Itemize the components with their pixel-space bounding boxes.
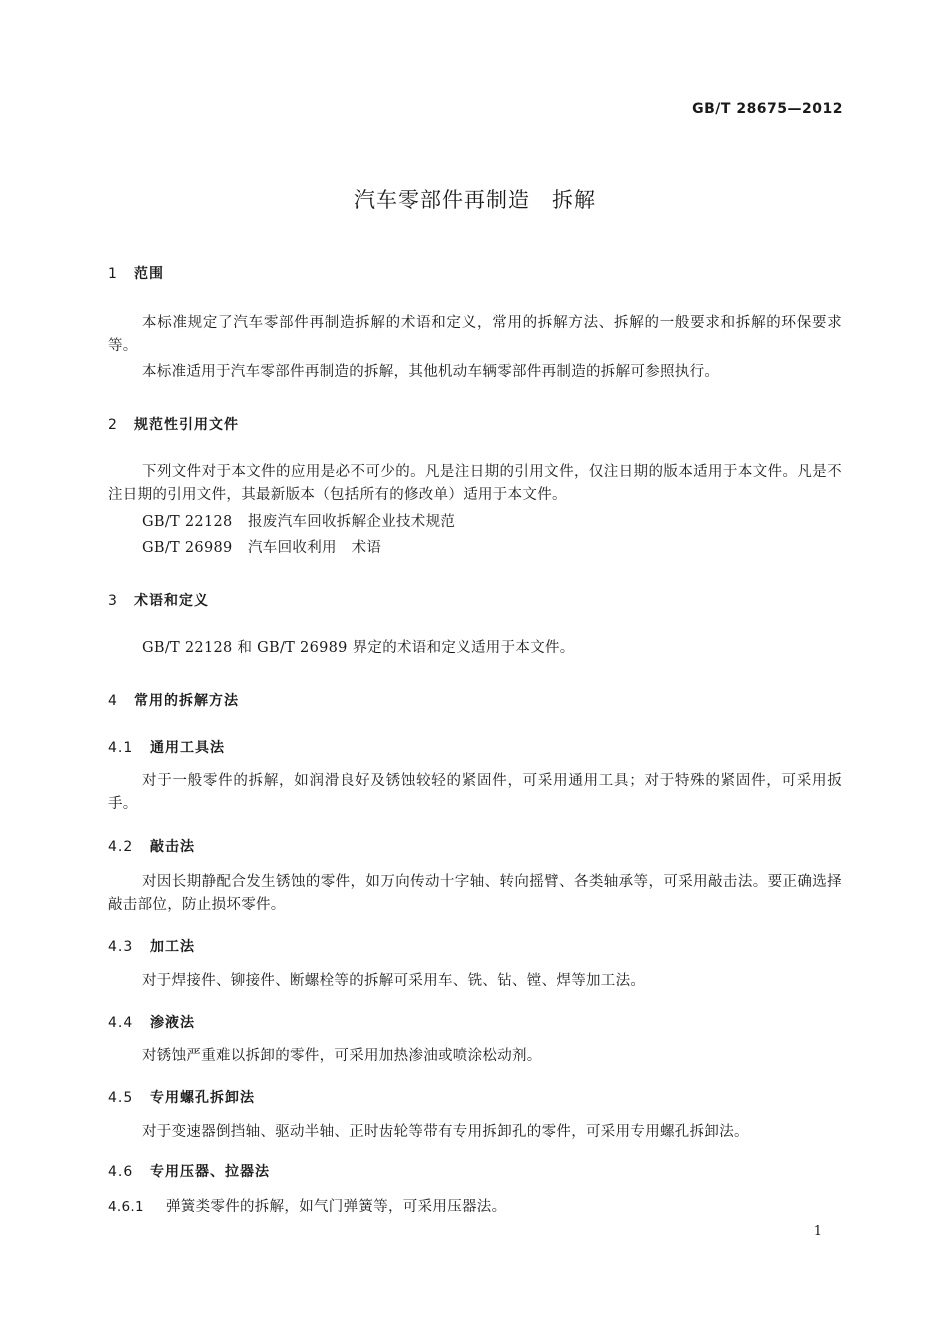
- subsection-4-1-heading: [108, 737, 225, 757]
- subsection-title: 加工法: [150, 939, 195, 955]
- subsection-number: 4.5: [108, 1090, 134, 1106]
- section-3-heading: [108, 590, 209, 610]
- subsection-4-1-text: 对于一般零件的拆解，如润滑良好及锈蚀较轻的紧固件，可采用通用工具；对于特殊的紧固件，可采用扳手。: [108, 773, 842, 812]
- section-number: 3: [108, 593, 118, 609]
- subsection-4-3-heading: [108, 936, 195, 956]
- section-1-paragraph-1: 本标准规定了汽车零部件再制造拆解的术语和定义，常用的拆解方法、拆解的一般要求和拆解的环保要求等。: [108, 315, 842, 354]
- reference-code: GB/T 26989: [142, 540, 233, 556]
- section-1-paragraph-2: 本标准适用于汽车零部件再制造的拆解，其他机动车辆零部件再制造的拆解可参照执行。: [142, 364, 720, 380]
- subsection-number: 4.2: [108, 839, 134, 855]
- normative-reference: [142, 511, 455, 534]
- subsection-4-5-text: 对于变速器倒挡轴、驱动半轴、正时齿轮等带有专用拆卸孔的零件，可采用专用螺孔拆卸法。: [142, 1124, 749, 1140]
- subsection-title: 敲击法: [150, 839, 195, 855]
- standard-code: GB/T 28675—2012: [692, 101, 843, 117]
- section-number: 1: [108, 266, 118, 282]
- section-1-heading: [108, 263, 164, 283]
- subsection-4-2-text: 对因长期静配合发生锈蚀的零件，如万向传动十字轴、转向摇臂、各类轴承等，可采用敲击法。要正确选择敲击部位，防止损坏零件。: [108, 874, 842, 913]
- section-4-heading: [108, 690, 239, 710]
- section-title: 范围: [134, 266, 164, 282]
- section-number: 4: [108, 693, 118, 709]
- section-title: 术语和定义: [134, 593, 209, 609]
- subsection-4-4-heading: [108, 1012, 195, 1032]
- subsection-4-4-text: 对锈蚀严重难以拆卸的零件，可采用加热渗油或喷涂松动剂。: [142, 1048, 542, 1064]
- document-title: 汽车零部件再制造 拆解: [354, 188, 596, 212]
- clause-4-6-1: [108, 1196, 506, 1219]
- section-title: 规范性引用文件: [134, 417, 239, 433]
- subsection-number: 4.6: [108, 1164, 134, 1180]
- subsection-number: 4.3: [108, 939, 134, 955]
- subsection-number: 4.4: [108, 1015, 134, 1031]
- clause-number: 4.6.1: [108, 1199, 144, 1215]
- section-2-heading: [108, 414, 239, 434]
- reference-title: 报废汽车回收拆解企业技术规范: [248, 514, 456, 530]
- subsection-title: 通用工具法: [150, 740, 225, 756]
- subsection-4-3-text: 对于焊接件、铆接件、断螺栓等的拆解可采用车、铣、钻、镗、焊等加工法。: [142, 973, 646, 989]
- clause-text: 弹簧类零件的拆解，如气门弹簧等，可采用压器法。: [166, 1199, 507, 1215]
- subsection-title: 专用压器、拉器法: [150, 1164, 270, 1180]
- page-number: 1: [813, 1224, 822, 1239]
- subsection-4-5-heading: [108, 1087, 255, 1107]
- subsection-number: 4.1: [108, 740, 134, 756]
- section-title: 常用的拆解方法: [134, 693, 239, 709]
- subsection-title: 专用螺孔拆卸法: [150, 1090, 255, 1106]
- subsection-title: 渗液法: [150, 1015, 195, 1031]
- section-2-paragraph-1: 下列文件对于本文件的应用是必不可少的。凡是注日期的引用文件，仅注日期的版本适用于本文件。凡是不注日期的引用文件，其最新版本（包括所有的修改单）适用于本文件。: [108, 464, 842, 503]
- subsection-4-2-heading: [108, 836, 195, 856]
- section-3-paragraph-1: GB/T 22128 和 GB/T 26989 界定的术语和定义适用于本文件。: [142, 640, 575, 656]
- subsection-4-6-heading: [108, 1161, 270, 1181]
- reference-code: GB/T 22128: [142, 514, 233, 530]
- section-number: 2: [108, 417, 118, 433]
- reference-title: 汽车回收利用 术语: [248, 540, 382, 556]
- normative-reference: [142, 537, 381, 560]
